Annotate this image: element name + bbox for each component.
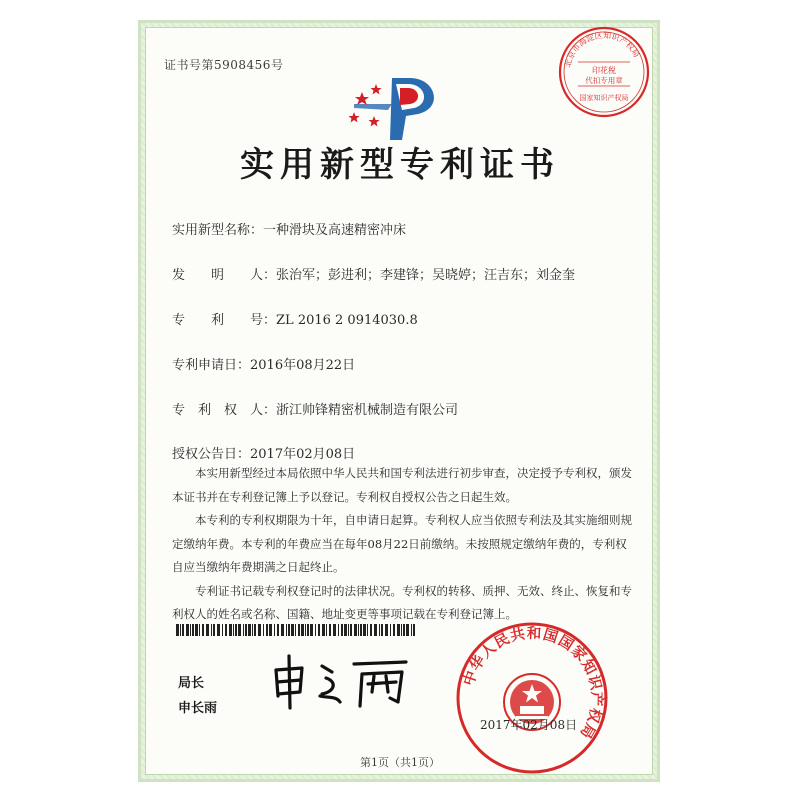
field-value: 一种滑块及高速精密冲床 (263, 223, 407, 238)
cnipa-official-seal (454, 620, 610, 776)
certificate-body (172, 462, 634, 627)
field-label: 专 利 权 人： (172, 403, 277, 418)
director-signature (268, 652, 418, 712)
certificate-title: 实用新型专利证书 (240, 145, 560, 185)
field-patent-number (172, 309, 418, 328)
seal-ring-text: 中华人民共和国国家知识产权局 (461, 625, 605, 742)
page-number: 第1页（共1页） (360, 756, 440, 769)
field-label: 专利申请日： (172, 358, 251, 373)
certificate-number: 证书号第5908456号 (164, 58, 284, 72)
paragraph-term: 本专利的专利权期限为十年，自申请日起算。专利权人应当依照专利法及其实施细则规定缴纳年费。本专利的年费应当在每年08月22日前缴纳。未按照规定缴纳年费的，专利权自应当缴纳年费期满之日起终止。 (172, 513, 632, 574)
field-value: 2017年02月08日 (250, 447, 356, 462)
barcode (176, 624, 416, 636)
field-inventors (172, 264, 575, 283)
tax-stamp-bottom-text: 国家知识产权局 (579, 94, 629, 102)
field-patentee (172, 399, 458, 418)
tax-stamp-ring-text: 北京市海淀区知识产权局 (563, 30, 642, 69)
field-label: 实用新型名称： (172, 223, 264, 238)
tax-stamp-center-2: 代扣专用章 (585, 76, 623, 85)
director-title: 局长 (178, 676, 205, 691)
cnipa-logo-icon (340, 74, 458, 142)
seal-date: 2017年02月08日 (480, 718, 578, 732)
field-label: 授权公告日： (172, 447, 251, 462)
field-value: 张治军；彭进利；李建锋；吴晓婷；汪吉东；刘金奎 (276, 268, 576, 283)
field-grant-date (172, 443, 355, 462)
field-application-date (172, 354, 355, 373)
tax-stamp-center-1: 印花税 (592, 66, 616, 75)
tax-stamp-seal (556, 24, 652, 120)
paragraph-legal-status: 专利证书记载专利权登记时的法律状况。专利权的转移、质押、无效、终止、恢复和专利权人的姓名或名称、国籍、地址变更等事项记载在专利登记簿上。 (172, 583, 632, 621)
field-label: 发 明 人： (172, 268, 277, 283)
field-utility-model-name (172, 219, 406, 238)
field-value: 2016年08月22日 (250, 358, 356, 373)
field-value: 浙江帅锋精密机械制造有限公司 (276, 403, 459, 418)
field-label: 专 利 号： (172, 313, 277, 328)
paragraph-grant: 本实用新型经过本局依照中华人民共和国专利法进行初步审查，决定授予专利权，颁发本证书并在专利登记簿上予以登记。专利权自授权公告之日起生效。 (172, 466, 632, 504)
director-name: 申长雨 (178, 701, 218, 716)
field-value: ZL 2016 2 0914030.8 (276, 313, 418, 328)
